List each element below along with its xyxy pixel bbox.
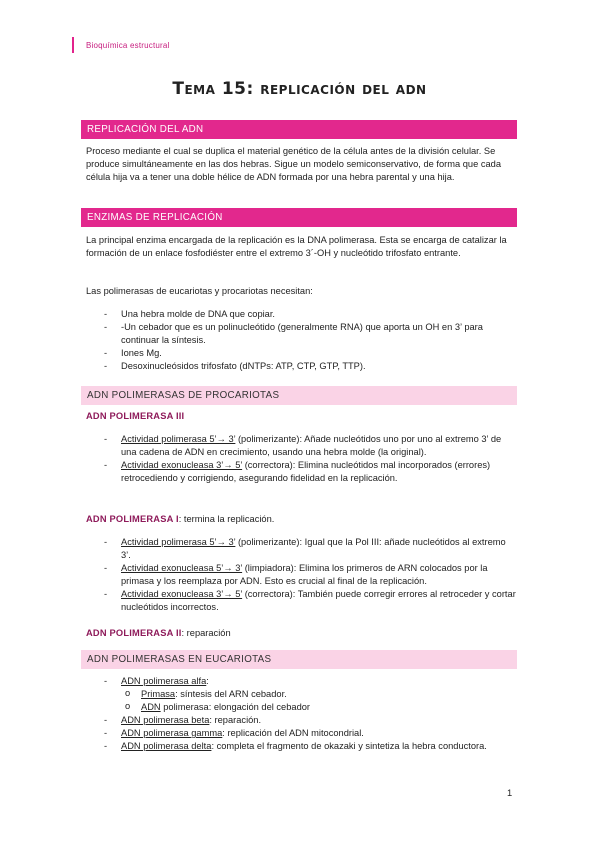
pol3-list [104, 433, 516, 485]
pol1-list [104, 536, 516, 614]
list-item: - Desoxinucleósidos trifosfato (dNTPs: ATP, CTP, GTP, TTP). [104, 360, 516, 373]
list-item: - Actividad exonucleasa 3’→ 5’ (correctora): Elimina nucleótidos mal incorporados (errores) retrocediendo y corrigiendo, asegurando fidelidad en la replicación. [104, 459, 516, 485]
subheading-pol1: ADN POLIMERASA I: termina la replicación. [86, 514, 275, 524]
sublist-item: o Primasa: síntesis del ARN cebador. [121, 688, 516, 701]
eucariotas-list [104, 675, 516, 753]
section-heading-eucariotas: ADN POLIMERASAS EN EUCARIOTAS [81, 650, 517, 669]
sublist-item: o ADN polimerasa: elongación del cebador [121, 701, 516, 714]
page-title: Tema 15: replicación del adn [172, 79, 427, 99]
requirements-list [104, 308, 516, 373]
section-heading-replicacion: REPLICACIÓN DEL ADN [81, 120, 517, 139]
list-item: - Una hebra molde de DNA que copiar. [104, 308, 516, 321]
section-heading-enzimas: ENZIMAS DE REPLICACIÓN [81, 208, 517, 227]
running-title: Bioquímica estructural [86, 40, 170, 50]
running-header [72, 37, 170, 53]
paragraph-enzimas: La principal enzima encargada de la replicación es la DNA polimerasa. Esta se encarga de catalizar la formación de un enlace fosfodiéster entre el extremo 3´-OH y nucleótido trifosfato entrante. [86, 235, 507, 258]
list-item: - -Un cebador que es un polinucleótido (generalmente RNA) que aporta un OH en 3’ para continuar la síntesis. [104, 321, 516, 347]
alfa-sublist [121, 688, 516, 714]
list-item: - ADN polimerasa beta: reparación. [104, 714, 516, 727]
list-item: - ADN polimerasa delta: completa el fragmento de okazaki y sintetiza la hebra conductora. [104, 740, 516, 753]
list-item: - ADN polimerasa alfa: o Primasa: síntesis del ARN cebador. o ADN polimerasa: elongación del cebador [104, 675, 516, 714]
page-number: 1 [507, 788, 513, 798]
list-item: - Iones Mg. [104, 347, 516, 360]
subheading-pol3: ADN POLIMERASA III [86, 411, 185, 421]
section-heading-procariotas: ADN POLIMERASAS DE PROCARIOTAS [81, 386, 517, 405]
paragraph-replicacion: Proceso mediante el cual se duplica el material genético de la célula antes de la división celular. Se produce simultáneamente en las dos hebras. Sigue un modelo semiconservativo, de forma que cada célula hija va a tener una doble hélice de ADN formada por una hebra parental y una hija. [86, 146, 501, 182]
list-item: - Actividad exonucleasa 5’→ 3’ (limpiadora): Elimina los primeros de ARN colocados por la primasa y los reemplaza por ADN. Esto es crucial al final de la replicación. [104, 562, 516, 588]
header-accent-bar [72, 37, 74, 53]
paragraph-necesitan: Las polimerasas de eucariotas y procariotas necesitan: [86, 286, 313, 296]
list-item: - ADN polimerasa gamma: replicación del ADN mitocondrial. [104, 727, 516, 740]
subheading-pol2: ADN POLIMERASA II: reparación [86, 628, 231, 638]
list-item: - Actividad polimerasa 5’→ 3’ (polimerizante): Igual que la Pol III: añade nucleótidos al extremo 3’. [104, 536, 516, 562]
list-item: - Actividad exonucleasa 3’→ 5’ (correctora): También puede corregir errores al retroceder y cortar nucleótidos incorrectos. [104, 588, 516, 614]
list-item: - Actividad polimerasa 5’→ 3’ (polimerizante): Añade nucleótidos uno por uno al extremo 3’ de una cadena de ADN en crecimiento, usando una hebra molde (la original). [104, 433, 516, 459]
